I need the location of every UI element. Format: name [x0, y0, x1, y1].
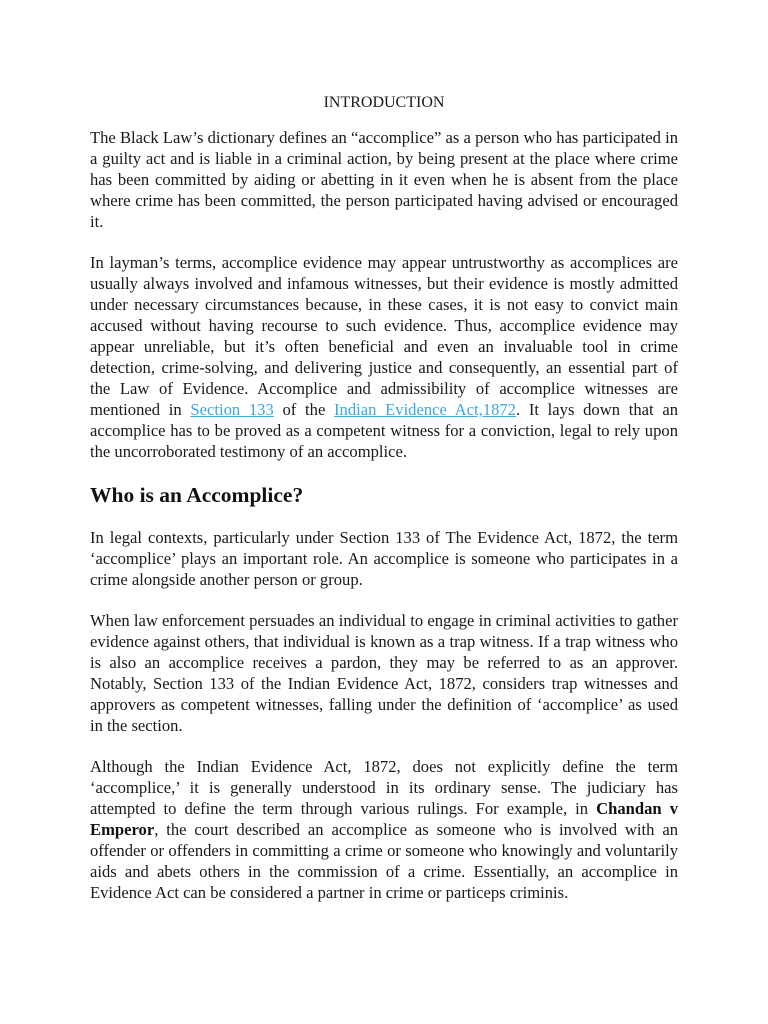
intro-paragraph-2-text-c: . It lays down that an accomplice has to be proved as a competent witness for a conviction, legal to rely upon the uncorroborated testimony of an accomplice.: [90, 400, 678, 461]
section-133-link[interactable]: Section 133: [190, 400, 274, 419]
section-heading-who-is-accomplice: Who is an Accomplice?: [90, 483, 304, 507]
section-paragraph-1: In legal contexts, particularly under Section 133 of The Evidence Act, 1872, the term ‘accomplice’ plays an important role. An accomplice is someone who participates in a crime alongside another person or group.: [90, 528, 678, 589]
intro-paragraph-1: The Black Law’s dictionary defines an “accomplice” as a person who has participated in a guilty act and is liable in a criminal action, by being present at the place where crime has been committed by aiding or abetting in it even when he is absent from the place where crime has been committed, the person participated having advised or encouraged it.: [90, 128, 678, 231]
indian-evidence-act-link[interactable]: Indian Evidence Act,1872: [334, 400, 516, 419]
case-name-chandan-v-emperor: Chandan v Emperor: [90, 799, 679, 839]
document-page: [90, 93, 678, 923]
section-paragraph-3-text-b: , the court described an accomplice as someone who is involved with an offender or offenders in committing a crime or someone who knowingly and voluntarily aids and abets others in the commission of a crime. Essentially, an accomplice in Evidence Act can be considered a partner in crime or particeps criminis.: [90, 820, 678, 902]
section-paragraph-3-text-a: Although the Indian Evidence Act, 1872, does not explicitly define the term ‘accomplice,’ it is generally understood in its ordinary sense. The judiciary has attempted to define the term through various rulings. For example, in: [90, 757, 678, 818]
intro-paragraph-2: [90, 252, 678, 462]
section-paragraph-3: [90, 756, 678, 903]
section-paragraph-2: When law enforcement persuades an individual to engage in criminal activities to gather evidence against others, that individual is known as a trap witness. If a trap witness who is also an accomplice receives a pardon, they may be referred to as an approver. Notably, Section 133 of the Indian Evidence Act, 1872, considers trap witnesses and approvers as competent witnesses, falling under the definition of ‘accomplice’ as used in the section.: [90, 611, 678, 735]
intro-paragraph-2-text-b: of the: [273, 400, 335, 419]
document-title: INTRODUCTION: [323, 94, 445, 111]
intro-paragraph-2-text-a: In layman’s terms, accomplice evidence may appear untrustworthy as accomplices are usually always involved and infamous witnesses, but their evidence is mostly admitted under necessary circumstances because, in these cases, it is not easy to convict main accused without having recourse to such evidence. Thus, accomplice evidence may appear unreliable, but it’s often beneficial and even an invaluable tool in crime detection, crime-solving, and delivering justice and consequently, an essential part of the Law of Evidence. Accomplice and admissibility of accomplice witnesses are mentioned in: [90, 253, 678, 419]
